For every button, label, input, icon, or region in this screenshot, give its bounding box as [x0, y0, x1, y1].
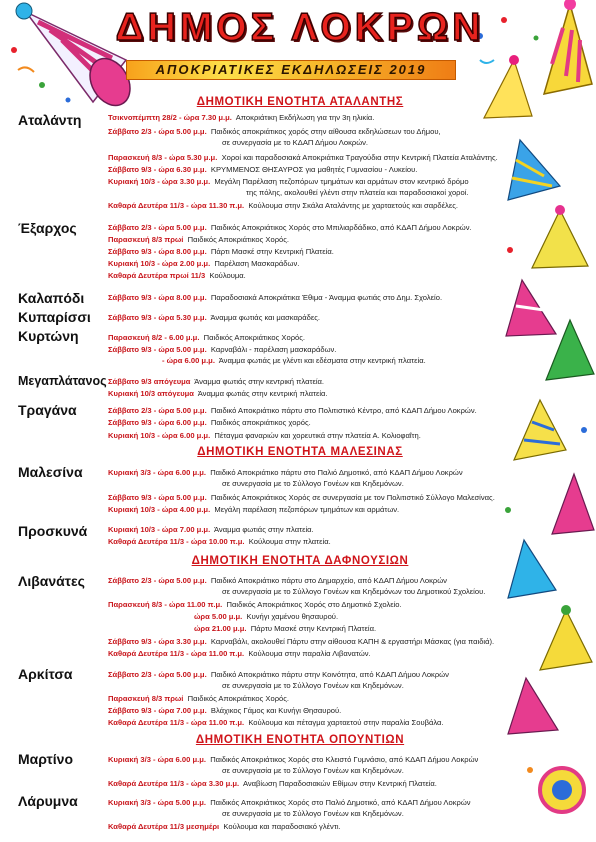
event-entry	[108, 313, 320, 323]
event-entry	[108, 235, 289, 245]
events-banner: ΑΠΟΚΡΙΑΤΙΚΕΣ ΕΚΔΗΛΩΣΕΙΣ 2019	[126, 60, 456, 80]
event-date: Καθαρά Δευτέρα 11/3 - ώρα 3.30 μ.μ.	[108, 779, 240, 788]
place-kalapodi: Καλαπόδι	[18, 290, 85, 306]
event-entry	[108, 153, 498, 163]
event-date: Παρασκευή 8/3 - ώρα 5.30 μ.μ.	[108, 153, 218, 162]
section-heading-malesina: ΔΗΜΟΤΙΚΗ ΕΝΟΤΗΤΑ ΜΑΛΕΣΙΝΑΣ	[197, 446, 403, 458]
event-entry	[108, 718, 444, 728]
place-livanates: Λιβανάτες	[18, 573, 85, 589]
event-text: Παιδικός Αποκριάτικος Χορός στο Παλιό Δημοτικό, από ΚΔΑΠ Δήμου Λοκρών	[210, 798, 471, 807]
event-date: Σάββατο 9/3 - ώρα 3.30 μ.μ.	[108, 637, 207, 646]
event-text: Άναμμα φωτιάς και μασκαράδες.	[210, 313, 320, 322]
event-date: ώρα 21.00 μ.μ.	[194, 624, 247, 633]
place-kyrtoni: Κυρτώνη	[18, 328, 79, 344]
event-date: Κυριακή 3/3 - ώρα 5.00 μ.μ.	[108, 798, 206, 807]
event-date: Παρασκευή 8/2 - 6.00 μ.μ.	[108, 333, 200, 342]
event-text: Κούλουμα στην Σκάλα Αταλάντης με χαρταετούς και σαρδέλες.	[248, 201, 458, 210]
event-text: Παιδικός Αποκριάτικος Χορός στο Δημοτικό Σχολείο.	[226, 600, 402, 609]
event-date: Κυριακή 10/3 - ώρα 2.00 μ.μ.	[108, 259, 211, 268]
event-entry	[108, 670, 449, 680]
event-text: Παιδικό Αποκριάτικο πάρτυ στο Δημαρχείο, από ΚΔΑΠ Δήμου Λοκρών	[210, 576, 447, 585]
event-entry	[108, 418, 311, 428]
event-text-continued: σε συνεργασία με το Σύλλογο Γονέων και Κηδεμόνων.	[222, 809, 404, 818]
place-larymna: Λάρυμνα	[18, 793, 78, 809]
section-heading-opountia: ΔΗΜΟΤΙΚΗ ΕΝΟΤΗΤΑ ΟΠΟΥΝΤΙΩΝ	[195, 734, 405, 746]
party-hats-right-strip-decoration	[500, 130, 596, 842]
event-date: Καθαρά Δευτέρα 11/3 - ώρα 11.00 π.μ.	[108, 718, 245, 727]
event-text: Πάρτι Μασκέ στην Κεντρική Πλατεία.	[210, 247, 334, 256]
event-date: Σάββατο 9/3 - ώρα 8.00 μ.μ.	[108, 247, 207, 256]
event-text-continued: σε συνεργασία με το Σύλλογο Γονέων και Κηδεμόνων του Δημοτικού Σχολείου.	[222, 587, 486, 596]
event-text: Μεγάλη Παρέλαση πεζοπόρων τμημάτων και αρμάτων στον κεντρικό δρόμο	[214, 177, 469, 186]
event-text: Κούλουμα και πέταγμα χαρταετού στην παραλία Σουβάλα.	[248, 718, 444, 727]
event-date: Κυριακή 10/3 απόγευμα	[108, 389, 194, 398]
event-text: Μεγάλη παρέλαση πεζοπόρων τμημάτων και αρμάτων.	[214, 505, 400, 514]
event-text: Αποκριάτικη Εκδήλωση για την 3η ηλικία.	[235, 113, 375, 122]
event-text: Κούλουμα και παραδοσιακό γλέντι.	[223, 822, 341, 831]
event-entry	[108, 822, 341, 832]
event-text: Αναβίωση Παραδοσιακών Εθίμων στην Κεντρική Πλατεία.	[242, 779, 437, 788]
event-text: Παιδικός Αποκριάτικος Χορός.	[203, 333, 306, 342]
section-heading-atalanti: ΔΗΜΟΤΙΚΗ ΕΝΟΤΗΤΑ ΑΤΑΛΑΝΤΗΣ	[196, 96, 404, 108]
event-text: Κυνήγι χαμένου θησαυρού.	[246, 612, 339, 621]
event-text: Χοροί και παραδοσιακά Αποκριάτικα Τραγούδια στην Κεντρική Πλατεία Αταλάντης.	[221, 153, 498, 162]
event-entry	[108, 113, 374, 123]
event-date: Κυριακή 3/3 - ώρα 6.00 μ.μ.	[108, 468, 206, 477]
event-date: Σάββατο 9/3 - ώρα 5.00 μ.μ.	[108, 345, 207, 354]
place-kyparissi: Κυπαρίσσι	[18, 309, 91, 325]
event-text: Παιδικό Αποκριάτικο πάρτυ στο Παλιό Δημοτικό, από ΚΔΑΠ Δήμου Λοκρών	[210, 468, 463, 477]
event-date: Σάββατο 9/3 - ώρα 7.00 μ.μ.	[108, 706, 207, 715]
event-entry	[108, 798, 471, 808]
event-text-continued: σε συνεργασία με το Σύλλογο Γονέων και Κηδεμόνων.	[222, 681, 404, 690]
event-entry	[162, 356, 426, 366]
event-date: ώρα 5.00 μ.μ.	[194, 612, 243, 621]
event-date: Κυριακή 10/3 - ώρα 3.30 μ.μ.	[108, 177, 211, 186]
event-entry	[108, 389, 328, 399]
event-text-continued: της πόλης, ακολουθεί γλέντι στην πλατεία και παραδοσιακοί χοροί.	[246, 188, 469, 197]
event-date: Καθαρά Δευτέρα 11/3 - ώρα 11.00 π.μ.	[108, 649, 245, 658]
event-entry	[108, 468, 463, 478]
event-entry	[108, 259, 299, 269]
event-date: Σάββατο 2/3 - ώρα 5.00 μ.μ.	[108, 406, 207, 415]
event-entry	[108, 493, 495, 503]
event-date: Παρασκευή 8/3 πρωί	[108, 694, 184, 703]
event-entry	[108, 649, 371, 659]
event-date: Σάββατο 2/3 - ώρα 5.00 μ.μ.	[108, 223, 207, 232]
event-date: Καθαρά Δευτέρα 11/3 - ώρα 11.30 π.μ.	[108, 201, 245, 210]
event-date: - ώρα 6.00 μ.μ.	[162, 356, 215, 365]
event-entry	[194, 612, 338, 622]
place-tragana: Τραγάνα	[18, 402, 77, 418]
event-entry	[108, 694, 289, 704]
event-date: Παρασκευή 8/3 - ώρα 11.00 π.μ.	[108, 600, 223, 609]
event-date: Κυριακή 10/3 - ώρα 7.00 μ.μ.	[108, 525, 211, 534]
event-entry	[108, 576, 447, 586]
place-malesina: Μαλεσίνα	[18, 464, 83, 480]
event-entry	[108, 406, 477, 416]
event-date: Σάββατο 9/3 - ώρα 5.00 μ.μ.	[108, 493, 207, 502]
event-text: Πέταγμα φαναριών και χορευτικά στην πλατεία Α. Κολιοφαΐτη.	[214, 431, 421, 440]
event-text: Παιδικός Αποκριάτικος Χορός σε συνεργασία με τον Πολιτιστικό Σύλλογο Μαλεσίνας.	[210, 493, 495, 502]
place-proskyna: Προσκυνά	[18, 523, 88, 539]
event-text: Βλάχικος Γάμος και Κυνήγι Θησαυρού.	[210, 706, 342, 715]
event-text: Κούλουμα στην παραλία Λιβανατών.	[248, 649, 371, 658]
event-date: Σάββατο 2/3 - ώρα 5.00 μ.μ.	[108, 127, 207, 136]
section-heading-dafnousia: ΔΗΜΟΤΙΚΗ ΕΝΟΤΗΤΑ ΔΑΦΝΟΥΣΙΩΝ	[191, 555, 409, 567]
event-entry	[108, 201, 458, 211]
event-entry	[194, 624, 376, 634]
event-text-continued: σε συνεργασία με το ΚΔΑΠ Δήμου Λοκρών.	[222, 138, 369, 147]
event-date: Σάββατο 9/3 - ώρα 5.30 μ.μ.	[108, 313, 207, 322]
event-entry	[108, 127, 441, 137]
event-entry	[108, 525, 314, 535]
event-text: Παιδικός αποκριάτικος χορός.	[210, 418, 311, 427]
event-date: Καθαρά Δευτέρα πρωί 11/3	[108, 271, 206, 280]
event-date: Καθαρά Δευτέρα 11/3 μεσημέρι	[108, 822, 220, 831]
event-date: Σάββατο 9/3 - ώρα 6.00 μ.μ.	[108, 418, 207, 427]
event-date: Σάββατο 2/3 - ώρα 5.00 μ.μ.	[108, 576, 207, 585]
event-text: Καρναβάλι - παρέλαση μασκαράδων.	[210, 345, 337, 354]
event-entry	[108, 333, 305, 343]
event-date: Καθαρά Δευτέρα 11/3 - ώρα 10.00 π.μ.	[108, 537, 245, 546]
event-text: Πάρτυ Μασκέ στην Κεντρική Πλατεία.	[250, 624, 377, 633]
page-title: ΔΗΜΟΣ ΛΟΚΡΩΝ	[115, 6, 485, 49]
event-entry	[108, 755, 478, 765]
event-text: Άναμμα φωτιάς με γλέντι και εδέσματα στην κεντρική πλατεία.	[218, 356, 426, 365]
event-text: Άναμμα φωτιάς στην κεντρική πλατεία.	[197, 389, 328, 398]
event-entry	[108, 537, 331, 547]
event-date: Κυριακή 10/3 - ώρα 4.00 μ.μ.	[108, 505, 211, 514]
event-date: Παρασκευή 8/3 πρωί	[108, 235, 184, 244]
event-text: Παιδικός Αποκριάτικος Χορός στο Κλειστό Γυμνάσιο, από ΚΔΑΠ Δήμου Λοκρών	[210, 755, 479, 764]
event-text: Άναμμα φωτιάς στην κεντρική πλατεία.	[194, 377, 325, 386]
event-text: Παιδικός αποκριάτικος χορός στην αίθουσα εκδηλώσεων του Δήμου,	[210, 127, 441, 136]
event-entry	[108, 779, 437, 789]
event-entry	[108, 223, 472, 233]
event-entry	[108, 165, 417, 175]
event-date: Σάββατο 9/3 - ώρα 8.00 μ.μ.	[108, 293, 207, 302]
event-date: Κυριακή 3/3 - ώρα 6.00 μ.μ.	[108, 755, 206, 764]
event-entry	[108, 177, 469, 187]
event-text: ΚΡΥΜΜΕΝΟΣ ΘΗΣΑΥΡΟΣ για μαθητές Γυμνασίου - Λυκείου.	[210, 165, 418, 174]
event-date: Σάββατο 9/3 απόγευμα	[108, 377, 191, 386]
place-exarchos: Έξαρχος	[18, 220, 77, 236]
event-text: Καρναβάλι, ακολουθεί Πάρτυ στην αίθουσα ΚΑΠΗ & εργαστήρι Μάσκας (για παιδιά).	[210, 637, 495, 646]
event-text: Παιδικό Αποκριάτικο πάρτυ στην Κοινότητα, από ΚΔΑΠ Δήμου Λοκρών	[210, 670, 449, 679]
event-entry	[108, 345, 336, 355]
event-text-continued: σε συνεργασία με το Σύλλογο Γονέων και Κηδεμόνων.	[222, 479, 404, 488]
event-entry	[108, 600, 402, 610]
event-entry	[108, 706, 341, 716]
event-entry	[108, 247, 334, 257]
event-date: Σάββατο 2/3 - ώρα 5.00 μ.μ.	[108, 670, 207, 679]
event-text: Παρέλαση Μασκαράδων.	[214, 259, 300, 268]
event-text: Παιδικός Αποκριάτικος Χορός.	[187, 235, 290, 244]
event-entry	[108, 637, 494, 647]
event-entry	[108, 293, 442, 303]
event-date: Κυριακή 10/3 - ώρα 6.00 μ.μ.	[108, 431, 211, 440]
event-date: Σάββατο 9/3 - ώρα 6.30 μ.μ.	[108, 165, 207, 174]
event-text-continued: σε συνεργασία με το Σύλλογο Γονέων και Κηδεμόνων.	[222, 766, 404, 775]
event-entry	[108, 377, 324, 387]
event-entry	[108, 431, 421, 441]
event-entry	[108, 271, 246, 281]
event-entry	[108, 505, 399, 515]
event-text: Παιδικός Αποκριάτικος Χορός στο Μπιλιαρδάδικο, από ΚΔΑΠ Δήμου Λοκρών.	[210, 223, 472, 232]
event-text: Κούλουμα.	[209, 271, 246, 280]
event-date: Τσικνοπέμπτη 28/2 - ώρα 7.30 μ.μ.	[108, 113, 232, 122]
place-atalanti: Αταλάντη	[18, 112, 82, 128]
event-text: Κούλουμα στην πλατεία.	[248, 537, 331, 546]
place-martino: Μαρτίνο	[18, 751, 74, 767]
event-text: Παιδικό Αποκριάτικο πάρτυ στο Πολιτιστικό Κέντρο, από ΚΔΑΠ Δήμου Λοκρών.	[210, 406, 477, 415]
place-megaplatanos: Μεγαπλάτανος	[18, 374, 107, 388]
event-text: Παραδοσιακά Αποκριάτικα Έθιμα - Άναμμα φωτιάς στο Δημ. Σχολείο.	[210, 293, 443, 302]
event-text: Παιδικός Αποκριάτικος Χορός.	[187, 694, 290, 703]
event-text: Άναμμα φωτιάς στην πλατεία.	[214, 525, 314, 534]
place-arkitsa: Αρκίτσα	[18, 666, 73, 682]
